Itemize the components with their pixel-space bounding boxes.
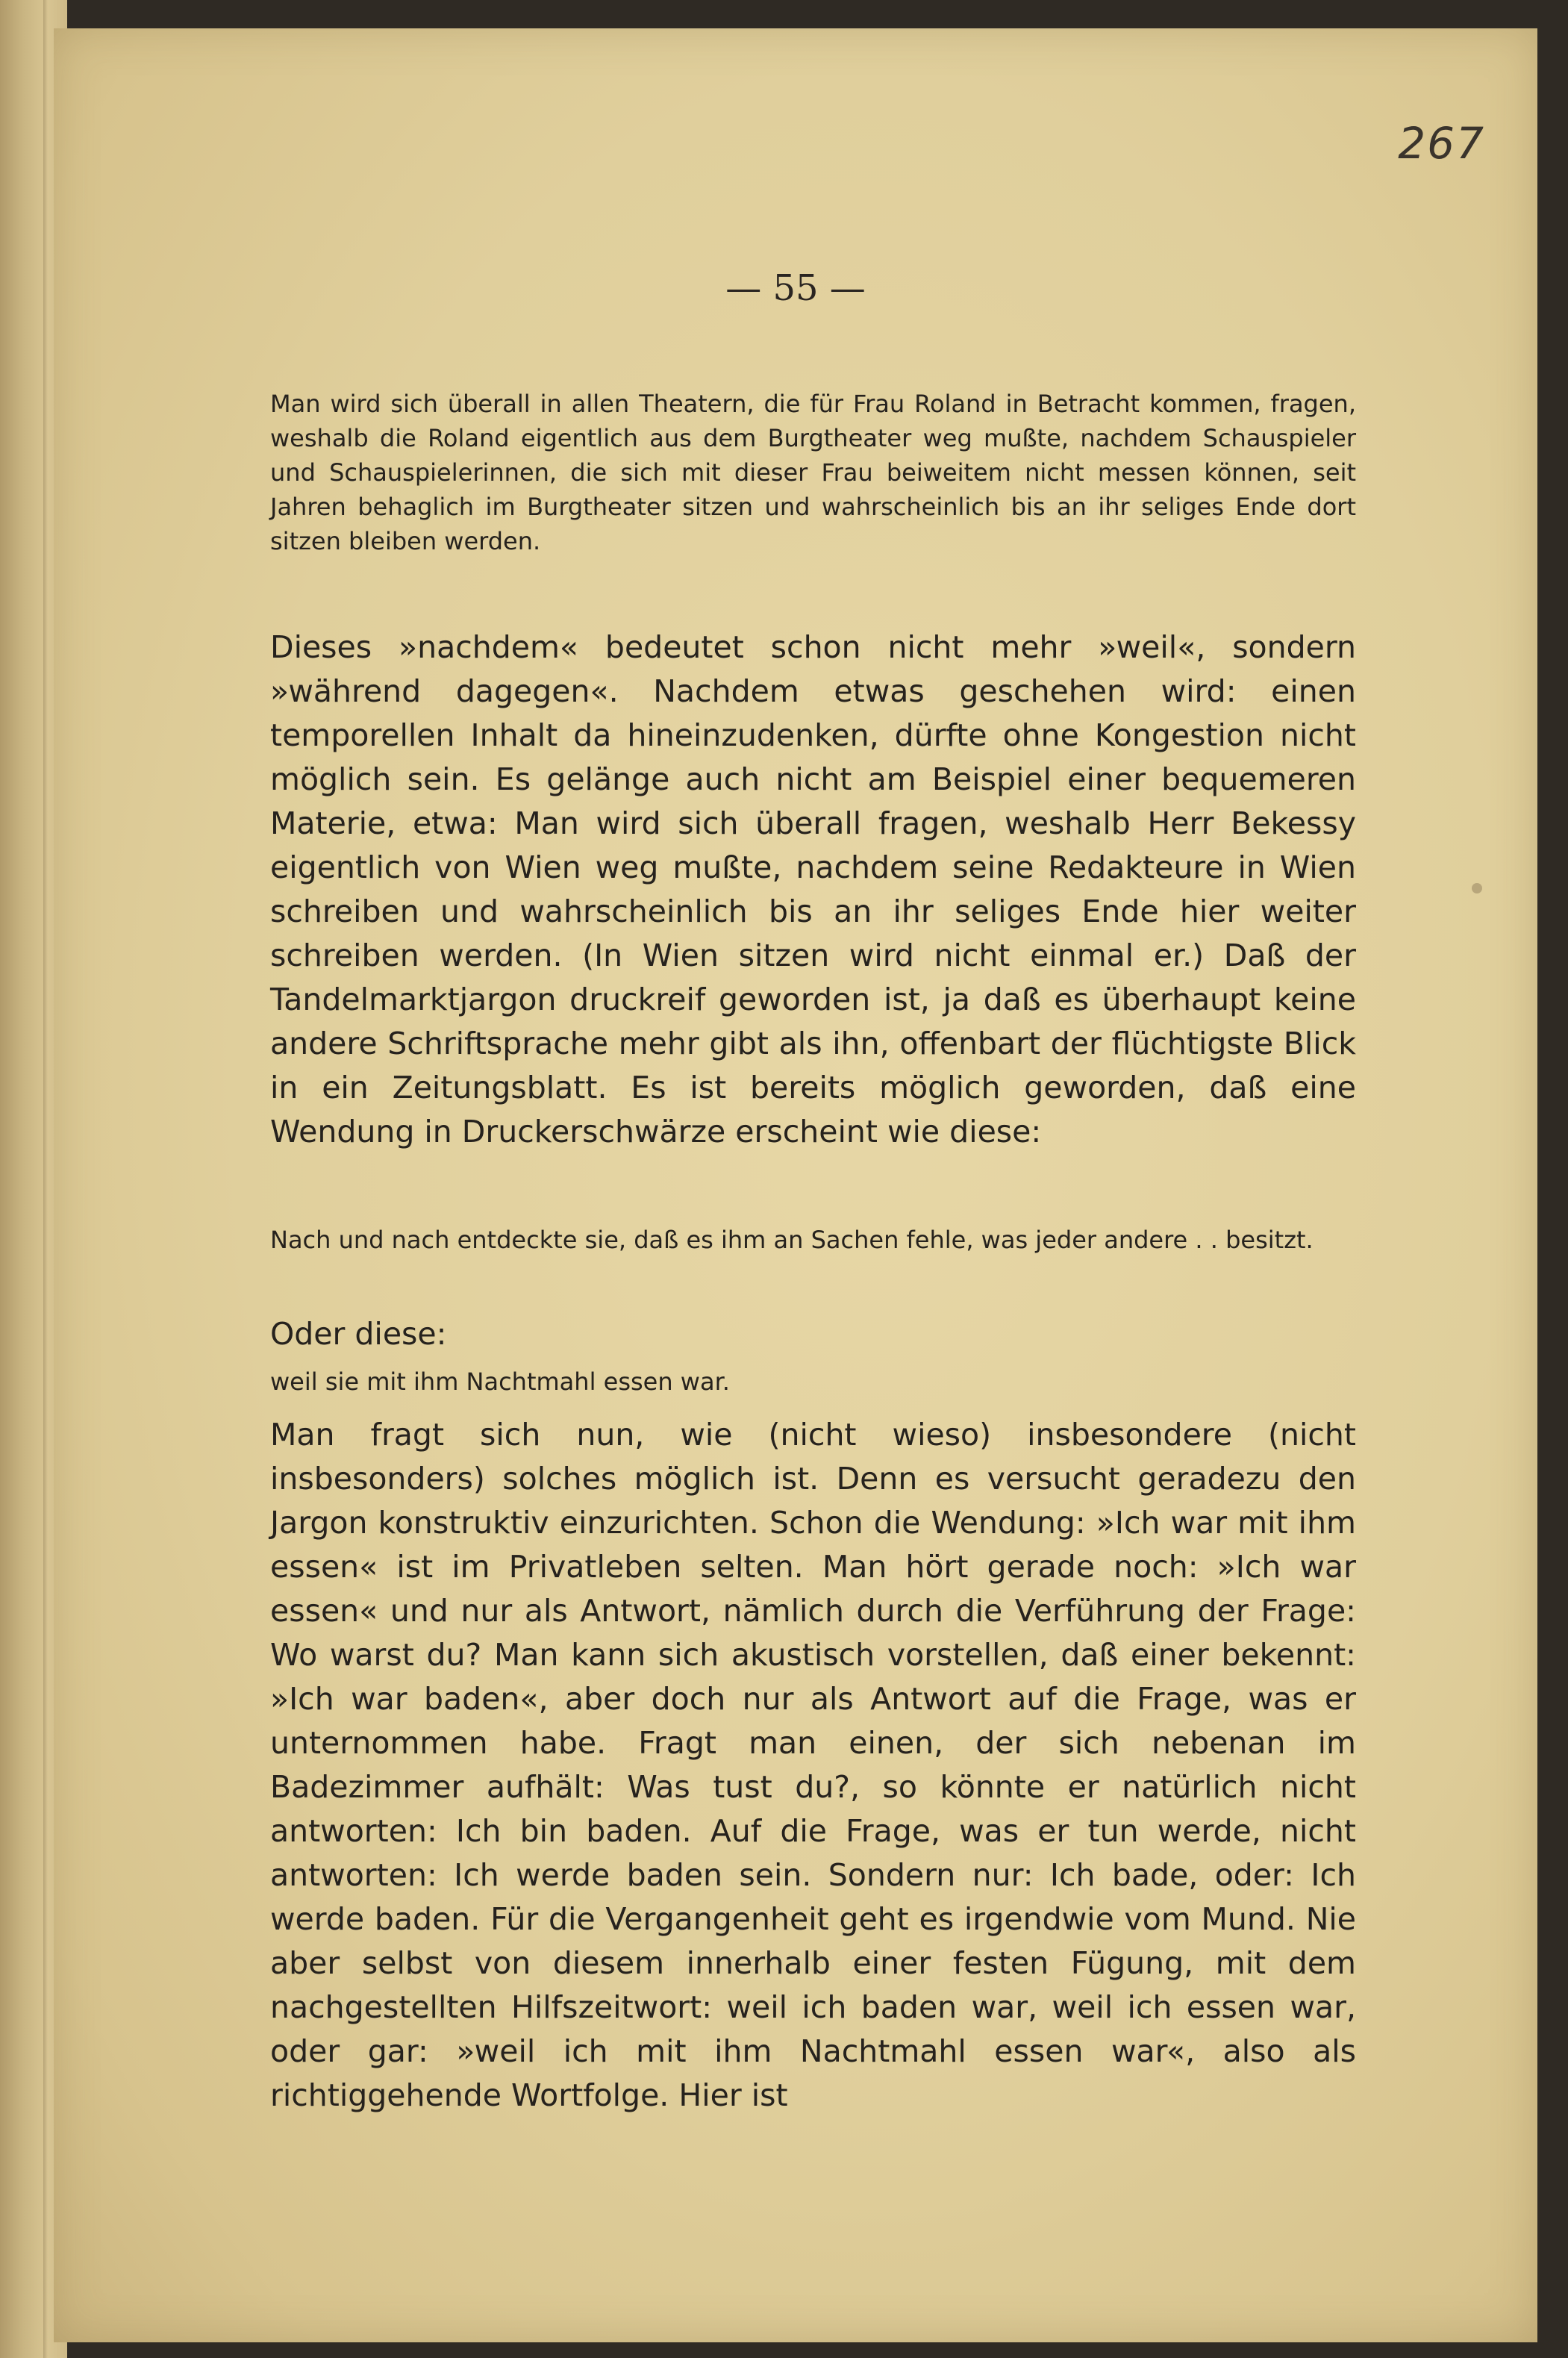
lead-2-text: Oder diese:: [270, 1316, 447, 1352]
quote-text: Man wird sich überall in allen Theatern, die für Frau Roland in Betracht kommen, fragen, weshalb die Roland eigentlich aus dem Burgtheater weg mußte, nachdem Schauspieler und Schauspielerinnen, die sich mit dieser Frau beiweitem nicht messen können, seit Jahren behaglich im Burgtheater sitzen und wahrscheinlich bis an ihr seliges Ende dort sitzen bleiben werden.: [270, 390, 1356, 555]
example-2-text: weil sie mit ihm Nachtmahl essen war.: [270, 1367, 730, 1396]
example-1-text: Nach und nach entdeckte sie, daß es ihm an Sachen fehle, was jeder andere . . besitzt.: [270, 1226, 1314, 1254]
spine-shadow: [43, 0, 48, 2358]
paragraph-2-text: Man fragt sich nun, wie (nicht wieso) insbesondere (nicht insbesonders) solches möglich ist. Denn es versucht geradezu den Jargon konstruktiv einzurichten. Schon die Wendung: »Ich war mit ihm essen« ist im Privatleben selten. Man hört gerade noch: »Ich war essen« und nur als Antwort, nämlich durch die Verführung der Frage: Wo warst du? Man kann sich akustisch vorstellen, daß einer bekennt: »Ich war baden«, aber doch nur als Antwort auf die Frage, was er unternommen habe. Fragt man einen, der sich nebenan im Badezimmer aufhält: Was tust du?, so könnte er natürlich nicht antworten: Ich bin baden. Auf die Frage, was er tun werde, nicht antworten: Ich werde baden sein. Sondern nur: Ich bade, oder: Ich werde baden. Für die Vergangenheit geht es irgendwie vom Mund. Nie aber selbst von diesem innerhalb einer festen Fügung, mit dem nachgestellten Hilfszeitwort: weil ich baden war, weil ich essen war, oder gar: »weil ich mit ihm Nachtmahl essen war«, also als richtiggehende Wortfolge. Hier ist: [270, 1417, 1356, 2113]
paragraph-2: [270, 1413, 1356, 2118]
paper-page: [54, 28, 1537, 2342]
paragraph-1: [270, 626, 1356, 1154]
paragraph-1-text: Dieses »nachdem« bedeutet schon nicht mehr »weil«, sondern »während dagegen«. Nachdem etwas geschehen wird: einen temporellen Inhalt da hineinzudenken, dürfte ohne Kongestion nicht möglich sein. Es gelänge auch nicht am Beispiel einer bequemeren Materie, etwa: Man wird sich überall fragen, weshalb Herr Bekessy eigentlich von Wien weg mußte, nachdem seine Redakteure in Wien schreiben und wahrscheinlich bis an ihr seliges Ende hier weiter schreiben werden. (In Wien sitzen wird nicht einmal er.) Daß der Tandelmarktjargon druckreif geworden ist, ja daß es überhaupt keine andere Schriftsprache mehr gibt als ihn, offenbart der flüchtigste Blick in ein Zeitungsblatt. Es ist bereits möglich geworden, daß eine Wendung in Druckerschwärze erscheint wie diese:: [270, 629, 1356, 1150]
page-number: — 55 —: [725, 267, 866, 309]
lead-2: [270, 1312, 1356, 1356]
example-2: [270, 1364, 1356, 1399]
handwritten-folio: 267: [1398, 118, 1485, 169]
quote-block: [270, 387, 1356, 558]
ink-spot: [1472, 883, 1482, 893]
example-1: [270, 1223, 1356, 1257]
